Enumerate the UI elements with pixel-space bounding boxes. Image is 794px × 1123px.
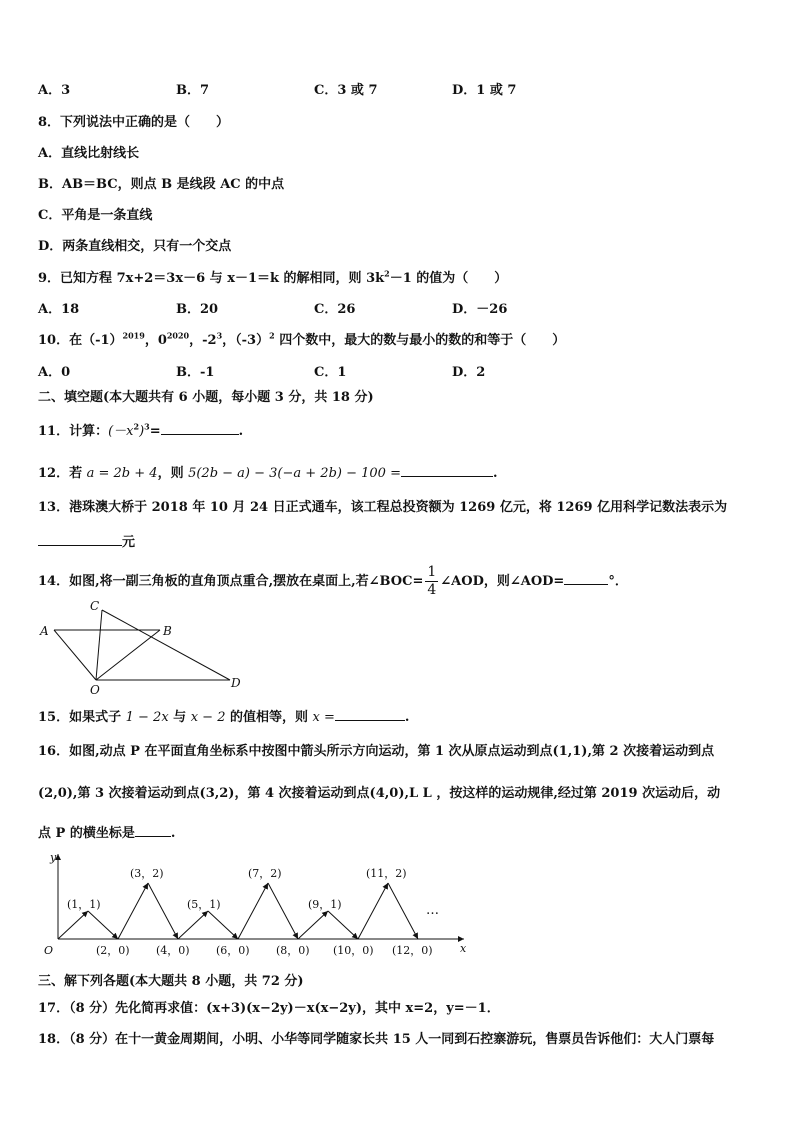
q10-exponent-4: 2 — [269, 330, 275, 341]
motion-segment — [238, 883, 268, 939]
ellipsis: … — [426, 903, 439, 918]
q9-expression: 3k — [366, 271, 385, 286]
q10-exponent-3: 3 — [216, 330, 223, 341]
motion-segment — [388, 883, 418, 939]
q9-equation-2: x－1＝k — [227, 271, 280, 286]
q15-variable: x = — [312, 710, 335, 725]
q15-tail: 的值相等，则 — [225, 710, 313, 725]
q11-answer-blank[interactable] — [161, 420, 239, 435]
motion-segment — [358, 883, 388, 939]
q15-answer-blank[interactable] — [335, 706, 405, 721]
q9-option-c: C．26 — [314, 302, 356, 317]
q15-expression-2: x − 2 — [190, 710, 226, 725]
q11-equals: = — [149, 424, 161, 439]
point-label-5-1: (5，1) — [187, 898, 221, 911]
q7-option-d: D．1 或 7 — [452, 83, 517, 98]
point-label-11-2: (11，2) — [366, 867, 407, 880]
q16-answer-blank[interactable] — [135, 822, 171, 837]
q10-part-2: ，0 — [144, 333, 167, 348]
segment-ao — [54, 630, 96, 680]
point-label-3-2: (3，2) — [130, 867, 164, 880]
q9-option-d: D．－26 — [452, 302, 508, 317]
q10-option-d: D．2 — [452, 365, 486, 380]
q13-answer-line — [38, 531, 135, 552]
q16-line-3-text: 点 P 的横坐标是 — [38, 826, 135, 841]
label-b: B — [163, 624, 172, 638]
q12-mid: ，则 — [157, 466, 189, 481]
point-label-6-0: (6，0) — [216, 944, 250, 957]
q10-part-3: ，-2 — [189, 333, 217, 348]
q9-stem-tail: 的解相同，则 — [279, 271, 367, 286]
motion-segment — [58, 911, 88, 939]
q14-triangle-figure — [36, 598, 256, 698]
q9-option-a: A．18 — [38, 302, 80, 317]
q10-part-1: 10．在（-1） — [38, 333, 123, 348]
q18-stem: 18．（8 分）在十一黄金周期间，小明、小华等同学随家长共 15 人一同到石控寨游玩，售票员告诉他们：大人门票每 — [38, 1032, 715, 1047]
q16-line-3 — [38, 822, 175, 843]
q10-exponent-1: 2019 — [122, 330, 145, 341]
y-axis-label: y — [50, 851, 57, 864]
label-c: C — [90, 599, 100, 613]
q14-mid: ∠AOD，则∠AOD= — [440, 574, 565, 589]
q13-answer-blank[interactable] — [38, 531, 122, 546]
q14-fraction — [425, 564, 438, 599]
q7-option-c: C．3 或 7 — [314, 83, 378, 98]
q17-stem: 17．（8 分）先化简再求值：(x+3)(x−2y)－x(x−2y)，其中 x=2，y=－1． — [38, 1001, 500, 1016]
label-a: A — [40, 624, 49, 638]
q9-exponent: 2 — [384, 268, 390, 279]
q15-end: . — [404, 710, 410, 725]
q11-end: . — [238, 424, 244, 439]
q15-mid: 与 — [168, 710, 191, 725]
q10-part-4: ，（-3） — [222, 333, 270, 348]
q16-line-2: (2,0),第 3 次接着运动到点(3,2)，第 4 次接着运动到点(4,0),L L ，按这样的运动规律,经过第 2019 次运动后，动 — [38, 786, 721, 801]
q10-option-a: A．0 — [38, 365, 71, 380]
q10-option-b: B．-1 — [176, 365, 215, 380]
motion-segment — [148, 883, 178, 939]
motion-segment — [178, 911, 208, 939]
q13-stem: 13．港珠澳大桥于 2018 年 10 月 24 日正式通车，该工程总投资额为 1269 亿元，将 1269 亿用科学记数法表示为 — [38, 500, 728, 515]
q9-stem-mid: 与 — [205, 271, 228, 286]
q10-option-c: C．1 — [314, 365, 347, 380]
q14-numerator: 1 — [427, 564, 437, 580]
q11-exponent-2: 3 — [144, 421, 150, 432]
label-d: D — [231, 676, 241, 690]
segment-ob — [96, 630, 160, 680]
x-axis-label: x — [460, 942, 467, 955]
q9-expression-tail: －1 — [389, 271, 412, 286]
q12-end: . — [492, 466, 498, 481]
point-label-7-2: (7，2) — [248, 867, 282, 880]
q11-expression-close: ) — [139, 424, 145, 439]
q10-part-5: 四个数中，最大的数与最小的数的和等于（ ） — [274, 333, 566, 348]
q8-option-a: A．直线比射线长 — [38, 146, 140, 161]
q14-end: °． — [608, 574, 628, 589]
section-solve-heading: 三、解下列各题(本大题共 8 小题，共 72 分) — [38, 974, 304, 989]
motion-segment — [298, 911, 328, 939]
motion-segment — [88, 911, 118, 939]
motion-segment — [208, 911, 238, 939]
motion-segment — [268, 883, 298, 939]
q12-condition: a = 2b + 4 — [86, 466, 158, 481]
section-fill-in-heading: 二、填空题(本大题共有 6 小题，每小题 3 分，共 18 分) — [38, 390, 374, 405]
q13-unit: 元 — [122, 535, 136, 550]
q7-option-a: A．3 — [38, 83, 71, 98]
q7-option-b: B．7 — [176, 83, 210, 98]
origin-label: O — [44, 944, 54, 957]
q14-prefix: 14．如图,将一副三角板的直角顶点重合,摆放在桌面上,若∠BOC= — [38, 574, 424, 589]
q12-prefix: 12．若 — [38, 466, 87, 481]
motion-segment — [118, 883, 148, 939]
q11-exponent-1: 2 — [133, 421, 140, 432]
q9-stem-pre: 9．已知方程 — [38, 271, 117, 286]
q8-option-c: C．平角是一条直线 — [38, 208, 153, 223]
point-label-9-1: (9，1) — [308, 898, 342, 911]
segment-cd — [102, 610, 230, 680]
point-label-1-1: (1，1) — [67, 898, 101, 911]
q16-line-1: 16．如图,动点 P 在平面直角坐标系中按图中箭头所示方向运动，第 1 次从原点运动到点(1,1),第 2 次接着运动到点 — [38, 744, 715, 759]
q15-stem — [38, 706, 409, 727]
q12-expression: 5(2b − a) − 3(−a + 2b) − 100 = — [188, 466, 401, 481]
point-label-10-0: (10，0) — [333, 944, 374, 957]
q14-stem — [38, 564, 628, 599]
q11-prefix: 11．计算： — [38, 424, 109, 439]
q8-option-b: B．AB＝BC，则点 B 是线段 AC 的中点 — [38, 177, 285, 192]
point-label-4-0: (4，0) — [156, 944, 190, 957]
q12-answer-blank[interactable] — [401, 462, 493, 477]
q15-expression-1: 1 − 2x — [125, 710, 169, 725]
q9-stem — [38, 270, 507, 288]
q9-stem-end: 的值为（ ） — [411, 271, 508, 286]
q10-stem — [38, 332, 565, 350]
q16-end: . — [170, 826, 176, 841]
q8-option-d: D．两条直线相交，只有一个交点 — [38, 239, 232, 254]
point-label-12-0: (12，0) — [392, 944, 433, 957]
q9-option-b: B．20 — [176, 302, 219, 317]
q8-stem: 8．下列说法中正确的是（ ） — [38, 115, 230, 130]
q11-stem — [38, 420, 243, 441]
motion-segment — [328, 911, 358, 939]
q11-expression: (－x — [108, 424, 134, 439]
label-o: O — [90, 683, 100, 697]
point-label-8-0: (8，0) — [276, 944, 310, 957]
q15-prefix: 15．如果式子 — [38, 710, 126, 725]
q14-answer-blank[interactable] — [564, 570, 608, 585]
q9-equation-1: 7x+2＝3x－6 — [116, 271, 206, 286]
point-label-2-0: (2，0) — [96, 944, 130, 957]
segment-co — [96, 610, 102, 680]
q12-stem — [38, 462, 498, 483]
q16-motion-figure — [36, 848, 476, 966]
q14-denominator: 4 — [427, 582, 437, 598]
q10-exponent-2: 2020 — [166, 330, 190, 341]
